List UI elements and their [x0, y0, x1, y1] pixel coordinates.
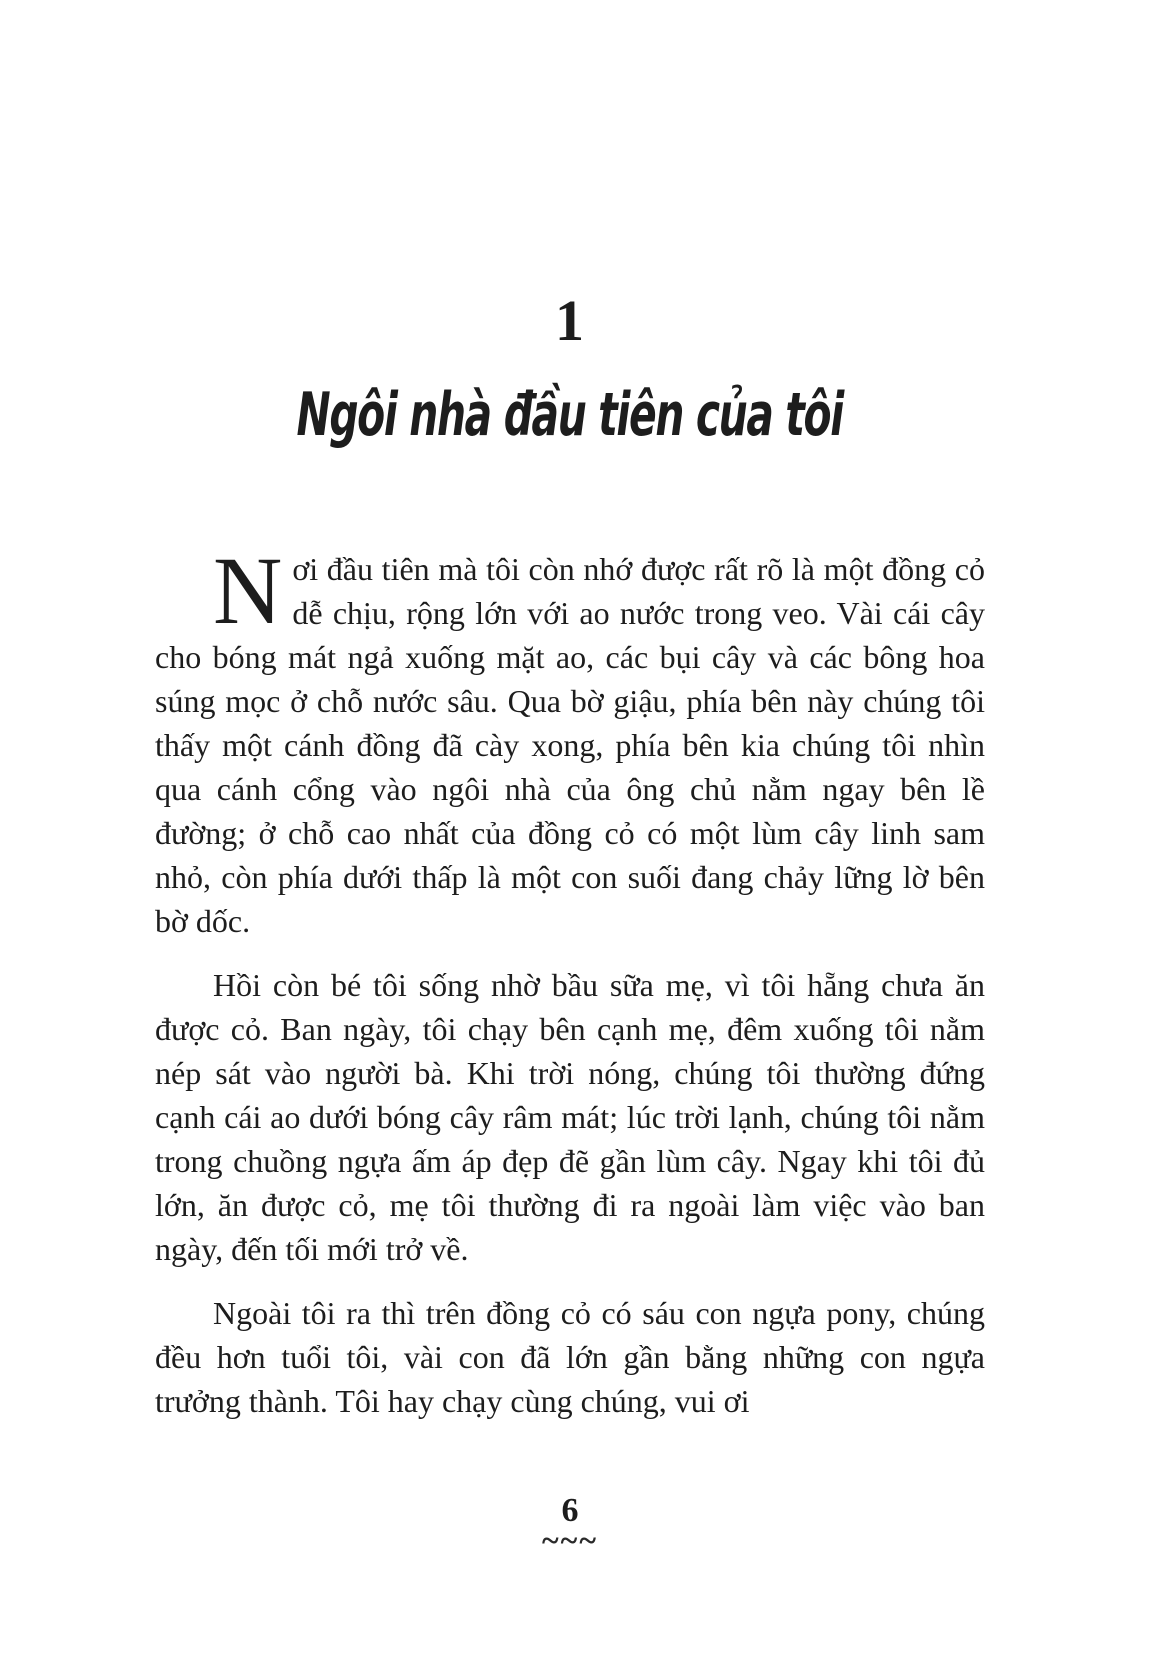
- chapter-title: Ngôi nhà đầu tiên của tôi: [296, 380, 844, 450]
- chapter-title-wrap: [155, 382, 985, 448]
- paragraph-text: Hồi còn bé tôi sống nhờ bầu sữa mẹ, vì tôi hẵng chưa ăn được cỏ. Ban ngày, tôi chạy bên cạnh mẹ, đêm xuống tôi nằm nép sát vào người bà. Khi trời nóng, chúng tôi thường đứng cạnh cái ao dưới bóng cây râm mát; lúc trời lạnh, chúng tôi nằm trong chuồng ngựa ấm áp đẹp đẽ gần lùm cây. Ngay khi tôi đủ lớn, ăn được cỏ, mẹ tôi thường đi ra ngoài làm việc vào ban ngày, đến tối mới trở về.: [155, 967, 985, 1267]
- page-footer: [155, 1494, 985, 1556]
- chapter-number: 1: [555, 288, 585, 353]
- footer-ornament: ~~~: [542, 1522, 598, 1558]
- paragraph-text: ơi đầu tiên mà tôi còn nhớ được rất rõ là một đồng cỏ dễ chịu, rộng lớn với ao nước trong veo. Vài cái cây cho bóng mát ngả xuống mặt ao, các bụi cây và các bông hoa súng mọc ở chỗ nước sâu. Qua bờ giậu, phía bên này chúng tôi thấy một cánh đồng đã cày xong, phía bên kia chúng tôi nhìn qua cánh cổng vào ngôi nhà của ông chủ nằm ngay bên lề đường; ở chỗ cao nhất của đồng cỏ có một lùm cây linh sam nhỏ, còn phía dưới thấp là một con suối đang chảy lững lờ bên bờ dốc.: [155, 551, 985, 939]
- paragraph-text: Ngoài tôi ra thì trên đồng cỏ có sáu con ngựa pony, chúng đều hơn tuổi tôi, vài con đã lớn gần bằng những con ngựa trưởng thành. Tôi hay chạy cùng chúng, vui ơi: [155, 1295, 985, 1419]
- paragraph: [155, 537, 985, 943]
- paragraph: [155, 963, 985, 1271]
- body-text: [155, 537, 985, 1443]
- paragraph: [155, 1291, 985, 1423]
- drop-cap: N: [213, 537, 283, 644]
- page-number: 6: [561, 1492, 579, 1529]
